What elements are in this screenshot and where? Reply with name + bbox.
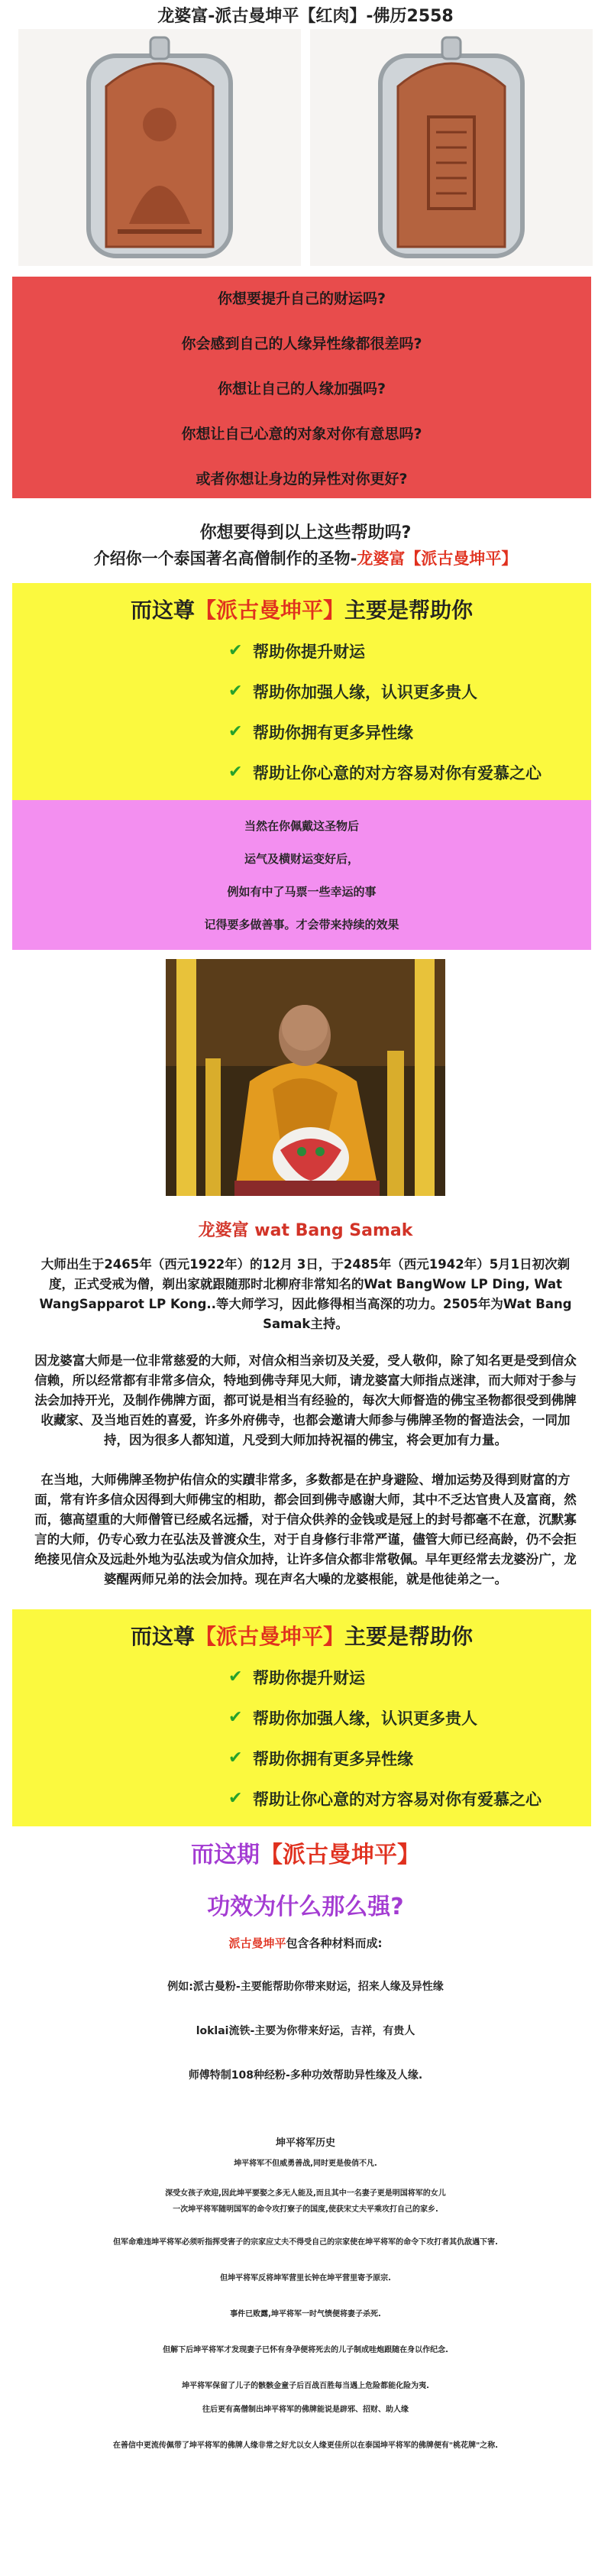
benefits-title-accent: 【派古曼坤平】 <box>194 598 344 623</box>
material-item: 例如:派古曼粉-主要能帮助你带来财运，招来人缘及异性缘 <box>167 1981 444 1993</box>
history-line: 事件已败露,坤平将军一时气愤便将妻子杀死. <box>230 2310 381 2318</box>
history-line: 但军命难违坤平将军必须听指挥受害子的宗家应丈夫不得受自己的宗家使在坤平将军的命令下攻打者其仇敌遇下害. <box>113 2238 498 2247</box>
benefit-text: 帮助让你心意的对方容易对你有爱慕之心 <box>253 1790 541 1809</box>
history-title: 坤平将军历史 <box>275 2137 335 2149</box>
benefit-item <box>228 752 591 792</box>
section3-heading-2: 功效为什么那么强? <box>207 1894 404 1920</box>
benefit-text: 帮助你拥有更多异性缘 <box>253 1749 413 1768</box>
history-line: 往后更有高僧制出坤平将军的佛牌能说是辟邪、招财、助人缘 <box>202 2406 409 2414</box>
benefit-text: 帮助让你心意的对方容易对你有爱慕之心 <box>253 763 541 783</box>
history-line: 一次坤平将军随明国军的命令攻打寮子的国度,使获宋丈夫平乘攻打自己的家乡. <box>173 2205 438 2214</box>
amulet-back-image <box>310 29 593 266</box>
monk-photo <box>166 959 445 1196</box>
intro-lead <box>0 546 611 569</box>
bio-paragraph: 大师出生于2465年（西元1922年）的12月 3日，于2485年（西元1942年）5月1日初次剃度，正式受戒为僧，剃出家就跟随那时北柳府非常知名的Wat BangWow LP Ding, Wat WangSapparot LP Kong..等大师学习，因此修得相当高深的功力。2505年为Wat Bang Samak主持。 <box>39 1257 572 1331</box>
history-line: 在善信中更流传佩带了坤平将军的佛牌人缘非常之好尤以女人缘更佳所以在泰国坤平将军的佛牌便有"桃花牌"之称. <box>112 2442 499 2450</box>
benefits-title-accent: 【派古曼坤平】 <box>194 1624 344 1649</box>
question-item: 你想让自己的人缘加强吗? <box>217 380 386 397</box>
section3-pre: 而这期 <box>191 1842 260 1868</box>
benefit-item <box>228 711 591 752</box>
benefit-text: 帮助你提升财运 <box>253 1668 365 1687</box>
benefit-item <box>228 1778 591 1819</box>
history-line: 深受女孩子欢迎,因此坤平要娶之多无人能及,而且其中一名妻子更是明国将军的女儿 <box>165 2189 446 2198</box>
material-item: 师傅特制108种经粉-多种功效帮助异性缘及人缘. <box>188 2069 423 2082</box>
question-item: 你会感到自己的人缘异性缘都很差吗? <box>181 335 422 352</box>
check-icon: ✔ <box>228 682 243 701</box>
check-icon: ✔ <box>228 641 243 660</box>
amulet-front-image <box>18 29 301 266</box>
intro-block <box>0 520 611 569</box>
material-item: loklai流铁-主要为你带来好运，吉祥，有贵人 <box>196 2025 415 2037</box>
benefits-title-post: 主要是帮助你 <box>344 598 474 623</box>
benefit-text: 帮助你加强人缘，认识更多贵人 <box>253 682 477 702</box>
section3-heading-1 <box>0 1836 611 1869</box>
check-icon: ✔ <box>228 1708 243 1727</box>
benefit-text: 帮助你提升财运 <box>253 642 365 661</box>
question-item: 你想要提升自己的财运吗? <box>217 290 386 307</box>
material-accent: 派古曼坤平 <box>228 1936 286 1950</box>
bio-paragraph: 因龙婆富大师是一位非常慈爱的大师，对信众相当亲切及关爱，受人敬仰，除了知名更是受到信众信赖，所以经常都有非常多信众，特地到佛寺拜见大师，请龙婆富大师指点迷津，而大师对于参与法会加持开光，及制作佛牌方面，都可说是相当有经验的，每次大师督造的佛宝圣物都很受到佛牌收藏家、及当地百姓的喜爱，许多外府佛寺，也都会邀请大师参与佛牌圣物的督造法会，一同加持，因为很多人都知道，凡受到大师加持祝福的佛宝，将会更加有力量。 <box>34 1353 577 1447</box>
benefits-title-post: 主要是帮助你 <box>344 1624 474 1649</box>
check-icon: ✔ <box>228 1667 243 1687</box>
benefit-item <box>228 1657 591 1697</box>
amulet-photos <box>12 29 599 266</box>
material-rest: 包含各种材料而成: <box>286 1936 383 1950</box>
history-line: 坤平将军保留了儿子的骸骸金童子后百战百胜每当遇上危险都能化险为夷. <box>182 2382 429 2390</box>
bio-paragraph: 在当地，大师佛牌圣物护佑信众的实蹟非常多，多数都是在护身避险、增加运势及得到财富的方面，常有许多信众因得到大师佛宝的相助，都会回到佛寺感谢大师，其中不乏达官贵人及富商，然而，德高望重的大师僧管已经威名远播，对于信众供养的金钱或是冠上的封号都毫不在意，沉默寡言的大师，仍专心致力在弘法及普渡众生，对于自身修行非常严谨，儘管大师已经高龄，仍不会拒绝接见信众及远赴外地为弘法或为信众加持，让许多信众都非常敬佩。早年更经常去龙婆汾广，龙婆醒两师兄弟的法会加持。现在声名大噪的龙婆根能，就是他徒弟之一。 <box>34 1473 577 1586</box>
monk-name: 龙婆富 wat Bang Samak <box>198 1221 413 1240</box>
benefit-text: 帮助你加强人缘，认识更多贵人 <box>253 1709 477 1728</box>
section3-accent: 【派古曼坤平】 <box>260 1842 420 1868</box>
intro-accent-text: 龙婆富【派古曼坤平】 <box>357 549 518 568</box>
benefits-panel-2 <box>12 1609 591 1826</box>
page-title: 龙婆富-派古曼坤平【红肉】-佛历2558 <box>157 7 454 26</box>
reminder-panel <box>12 800 591 950</box>
reminder-line: 当然在你佩戴这圣物后 <box>244 819 359 833</box>
benefit-item <box>228 1697 591 1738</box>
benefit-item <box>228 671 591 711</box>
intro-question: 你想要得到以上这些帮助吗? <box>199 523 412 543</box>
benefit-item <box>228 1738 591 1778</box>
benefits-panel-1 <box>12 583 591 800</box>
benefits-title-1 <box>12 594 591 624</box>
reminder-line: 记得要多做善事。才会带来持续的效果 <box>204 918 399 932</box>
reminder-line: 运气及横财运变好后， <box>244 852 359 866</box>
history-line: 但坤平将军反将坤军营里长钟在坤平营里寄予原宗. <box>220 2274 391 2283</box>
question-item: 你想让自己心意的对象对你有意思吗? <box>181 425 422 442</box>
benefit-text: 帮助你拥有更多异性缘 <box>253 723 413 742</box>
check-icon: ✔ <box>228 763 243 782</box>
question-item: 或者你想让身边的异性对你更好? <box>196 470 408 488</box>
history-line: 但解下后坤平将军才发现妻子已怀有身孕便将死去的儿子制成哇炮跟随在身以作纪念. <box>163 2346 448 2354</box>
benefit-item <box>228 630 591 671</box>
questions-panel <box>12 277 591 498</box>
history-line: 坤平将军不但威勇善战,同时更是俊俏不凡. <box>234 2160 377 2168</box>
reminder-line: 例如有中了马票一些幸运的事 <box>227 885 377 899</box>
benefits-title-pre: 而这尊 <box>130 1624 195 1649</box>
check-icon: ✔ <box>228 722 243 741</box>
check-icon: ✔ <box>228 1748 243 1768</box>
intro-lead-text: 介绍你一个泰国著名高僧制作的圣物- <box>93 549 357 568</box>
check-icon: ✔ <box>228 1789 243 1808</box>
benefits-title-2 <box>12 1620 591 1651</box>
monk-bio <box>32 1255 579 1589</box>
material-intro <box>0 1935 611 1951</box>
benefits-title-pre: 而这尊 <box>130 598 195 623</box>
